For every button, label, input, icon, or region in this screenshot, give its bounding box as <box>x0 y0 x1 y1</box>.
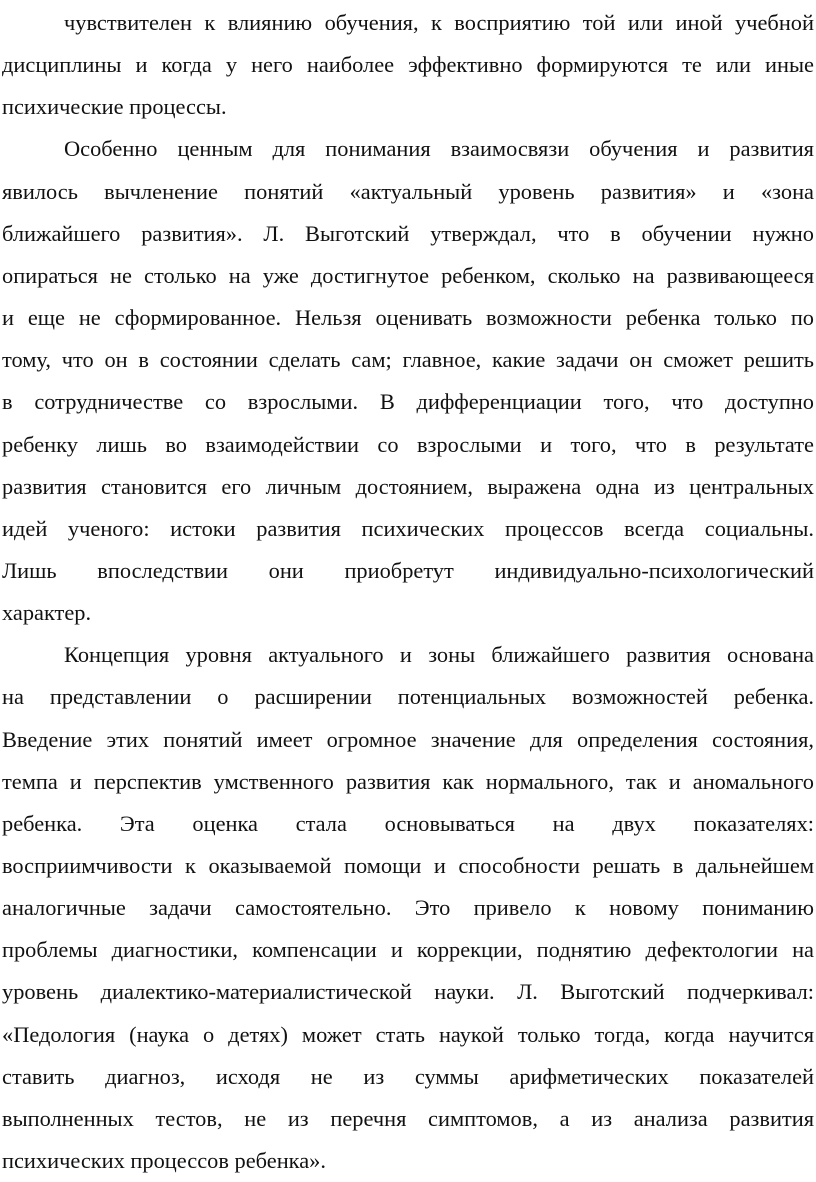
text-line: Особенно ценным для понимания взаимосвязи обучения и развития <box>64 136 814 162</box>
text-line: восприимчивости к оказываемой помощи и способности решать в дальнейшем <box>2 853 814 878</box>
text-line: проблемы диагностики, компенсации и коррекции, поднятию дефектологии на <box>2 937 814 963</box>
text-line: ребенку лишь во взаимодействии со взрослыми и того, что в результате <box>2 431 814 457</box>
text-line: выполненных тестов, не из перечня симптомов, а из анализа развития <box>2 1105 814 1131</box>
text-line: Концепция уровня актуального и зоны ближайшего развития основана <box>64 642 814 668</box>
text-line: идей ученого: истоки развития психических процессов всегда социальны. <box>2 515 814 541</box>
text-line: тому, что он в состоянии сделать сам; главное, какие задачи он сможет решить <box>2 347 814 373</box>
text-line: чувствителен к влиянию обучения, к восприятию той или иной учебной <box>64 10 814 35</box>
text-line: психические процессы. <box>2 94 227 120</box>
text-line: психических процессов ребенка». <box>2 1148 326 1174</box>
text-line: темпа и перспектив умственного развития как нормального, так и аномального <box>2 768 814 794</box>
text-line: и еще не сформированное. Нельзя оценивать возможности ребенка только по <box>2 305 814 331</box>
text-line: на представлении о расширении потенциальных возможностей ребенка. <box>2 684 814 710</box>
text-line: дисциплины и когда у него наиболее эффективно формируются те или иные <box>2 52 814 78</box>
text-line: развития становится его личным достоянием, выражена одна из центральных <box>2 473 814 499</box>
text-line: ставить диагноз, исходя не из суммы арифметических показателей <box>2 1063 814 1089</box>
text-line: в сотрудничестве со взрослыми. В дифференциации того, что доступно <box>2 389 814 415</box>
text-line: Введение этих понятий имеет огромное значение для определения состояния, <box>2 726 814 752</box>
text-line: ближайшего развития». Л. Выготский утверждал, что в обучении нужно <box>2 220 814 246</box>
text-line: аналогичные задачи самостоятельно. Это привело к новому пониманию <box>2 895 814 921</box>
text-line: опираться не столько на уже достигнутое ребенком, сколько на развивающееся <box>2 262 814 288</box>
text-line: уровень диалектико-материалистической науки. Л. Выготский подчеркивал: <box>2 979 814 1005</box>
text-line: «Педология (наука о детях) может стать наукой только тогда, когда научится <box>2 1021 814 1047</box>
text-line: ребенка. Эта оценка стала основываться на двух показателях: <box>2 810 814 836</box>
text-line: Лишь впоследствии они приобретут индивидуально-психологический <box>2 557 814 583</box>
text-line: характер. <box>2 600 92 626</box>
text-line: явилось вычленение понятий «актуальный уровень развития» и «зона <box>2 178 814 204</box>
